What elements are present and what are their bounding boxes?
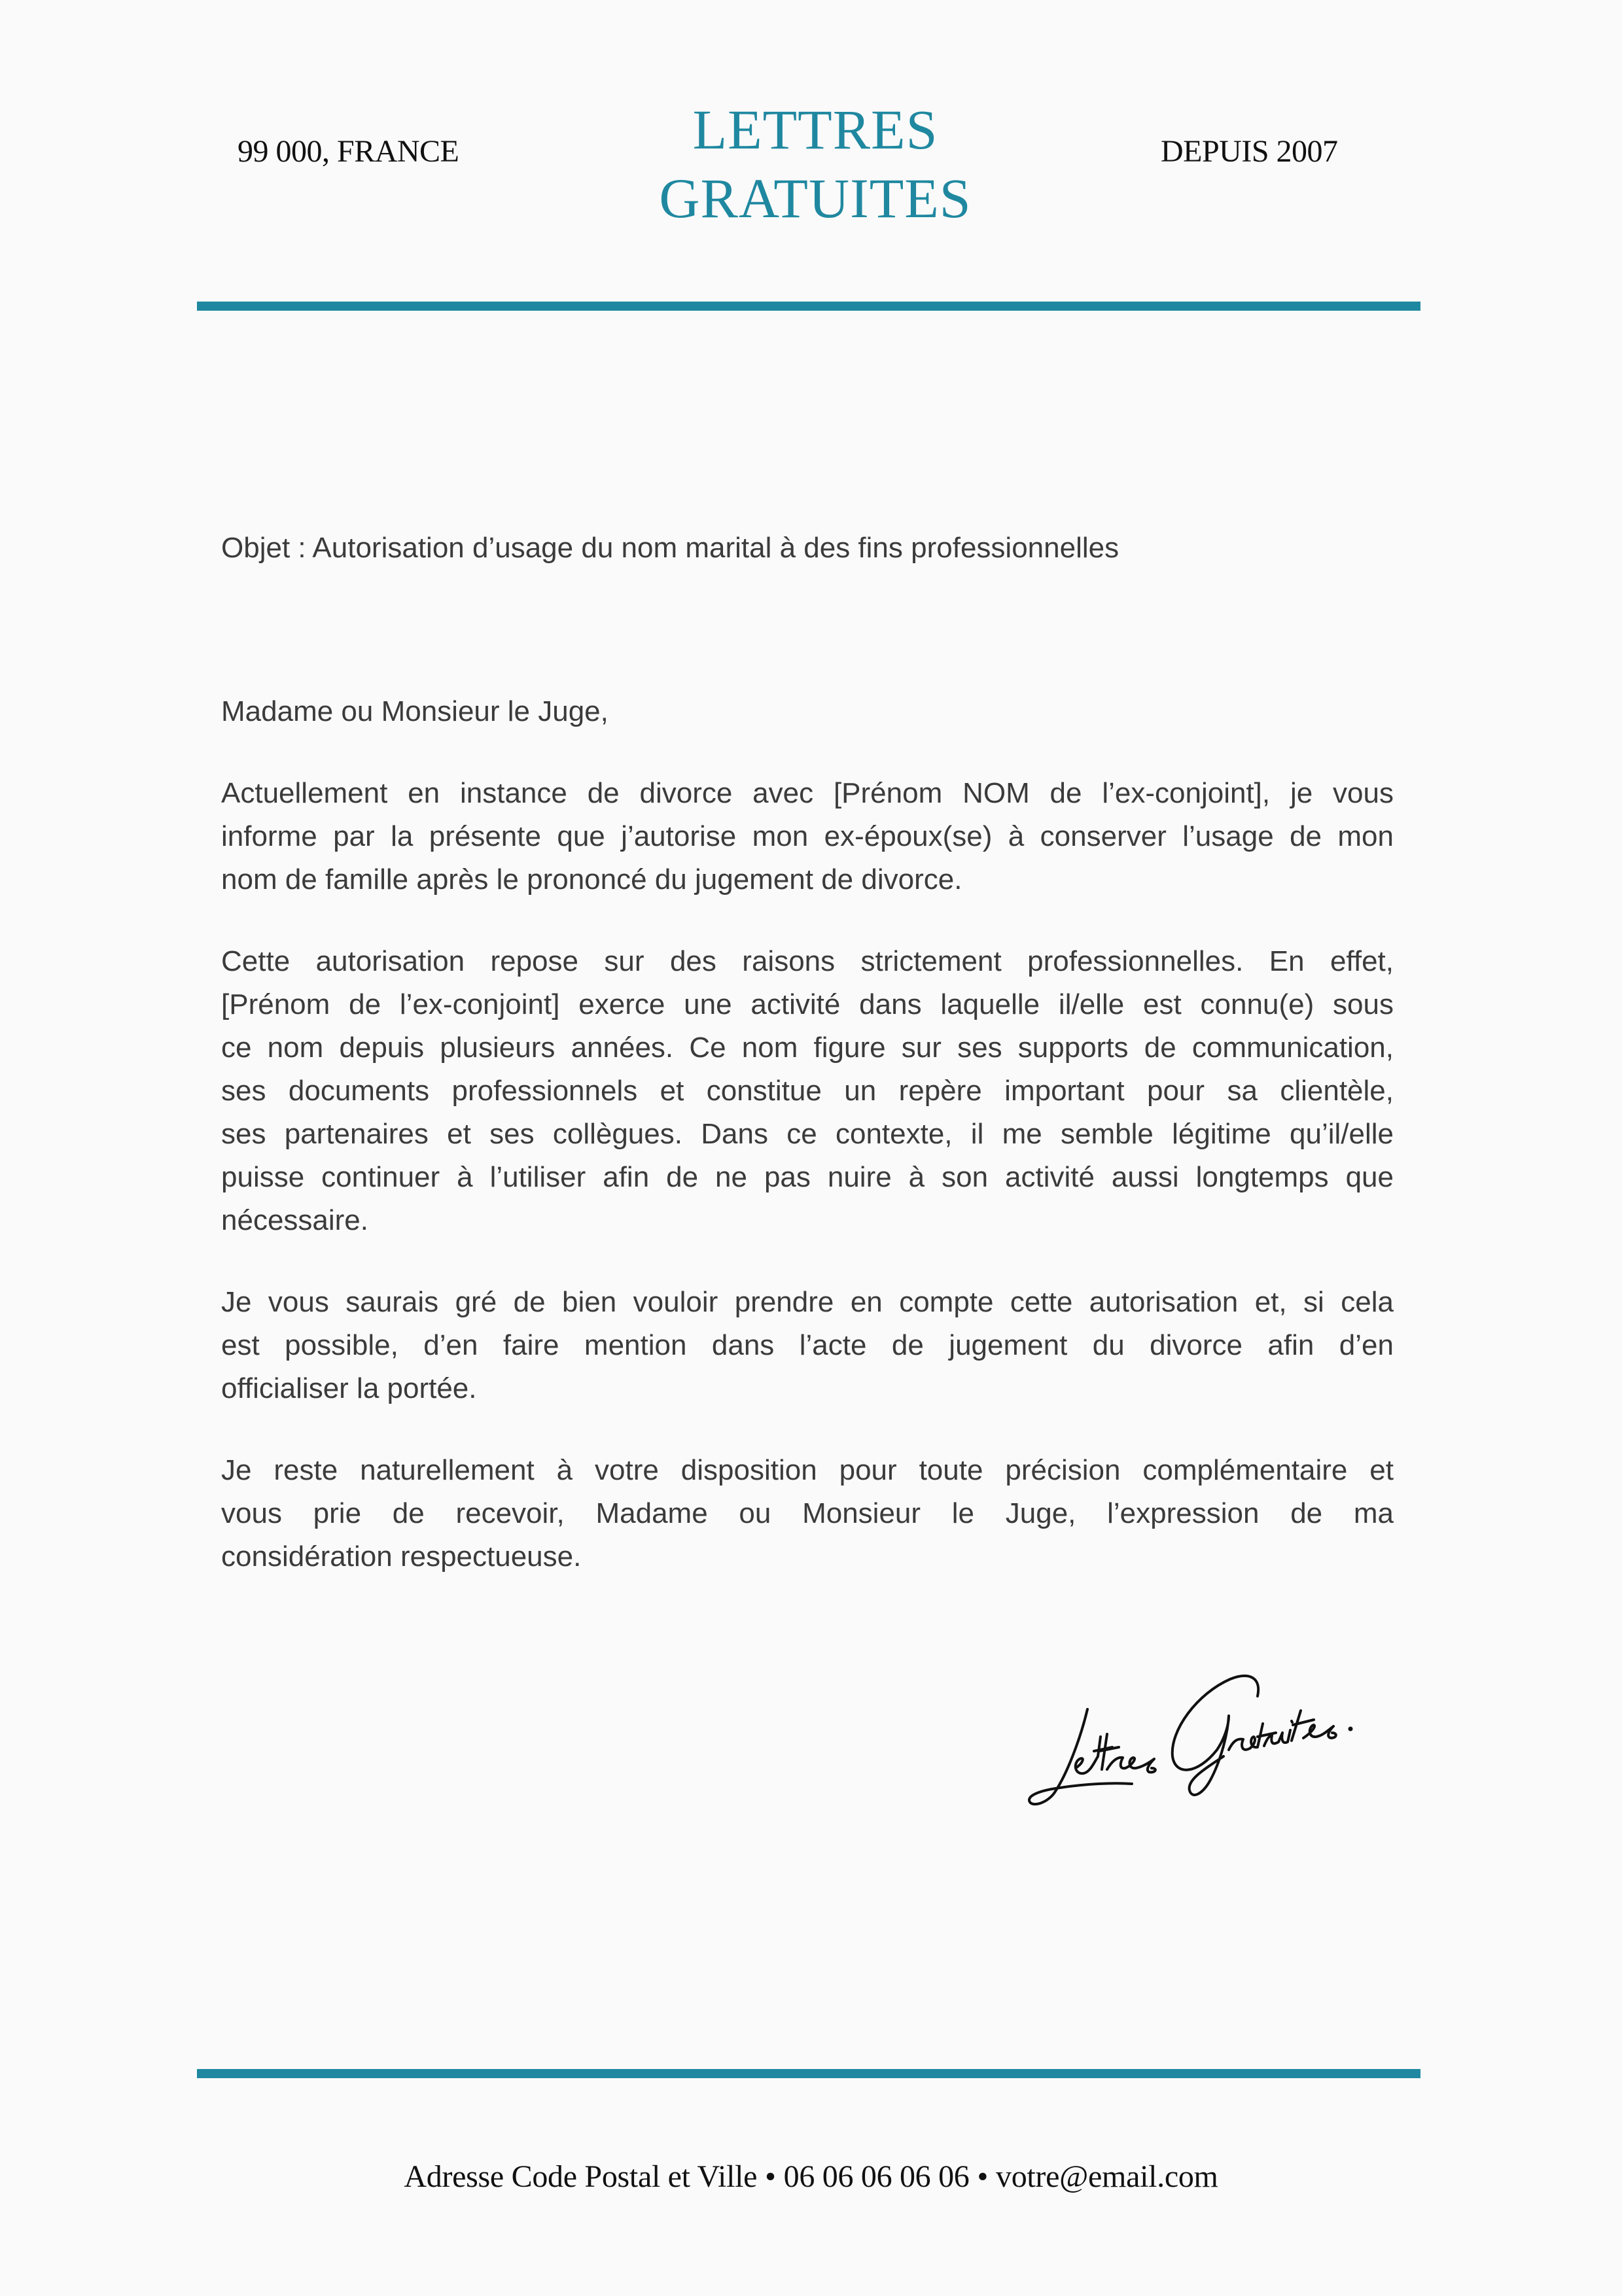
- footer-contact: [0, 2159, 1622, 2195]
- paragraph-1: [221, 772, 1394, 901]
- letter-salutation: Madame ou Monsieur le Juge,: [221, 695, 608, 727]
- letter-subject: Objet : Autorisation d’usage du nom marital à des fins professionnelles: [221, 532, 1120, 564]
- signature-stroke-ratuites: [1229, 1711, 1336, 1750]
- signature-stroke-ettres: [1076, 1734, 1155, 1773]
- letter-body: [221, 527, 1394, 1617]
- paragraph-line: considération respectueuse.: [221, 1540, 582, 1573]
- paragraph-line: ses partenaires et ses collègues. Dans ce contexte, il me semble légitime qu’il/elle: [221, 1118, 1394, 1150]
- brand-logo-title: [589, 96, 1042, 233]
- header-location: 99 000, FRANCE: [238, 134, 459, 169]
- paragraph-line: vous prie de recevoir, Madame ou Monsieur le Juge, l’expression de ma: [221, 1497, 1394, 1529]
- brand-line-1: LETTRES: [692, 98, 938, 161]
- paragraph-line: est possible, d’en faire mention dans l’acte de jugement du divorce afin d’en: [221, 1329, 1394, 1361]
- bullet-separator: •: [765, 2159, 776, 2194]
- handwritten-signature: [1021, 1665, 1400, 1815]
- footer-phone: 06 06 06 06 06: [783, 2159, 970, 2194]
- paragraph-line: [Prénom de l’ex-conjoint] exerce une activité dans laquelle il/elle est connu(e) sous: [221, 988, 1394, 1020]
- paragraph-line: Je vous saurais gré de bien vouloir prendre en compte cette autorisation et, si cela: [221, 1286, 1394, 1318]
- paragraph-2: [221, 940, 1394, 1242]
- footer-email[interactable]: votre@email.com: [996, 2159, 1218, 2194]
- signature-stroke-L: [1029, 1709, 1132, 1804]
- paragraph-line: Cette autorisation repose sur des raisons strictement professionnelles. En effet,: [221, 945, 1394, 977]
- paragraph-line: nom de famille après le prononcé du jugement de divorce.: [221, 863, 962, 896]
- paragraph-line: ses documents professionnels et constitue un repère important pour sa clientèle,: [221, 1075, 1394, 1107]
- footer-address: Adresse Code Postal et Ville: [404, 2159, 758, 2194]
- paragraph-line: Je reste naturellement à votre disposition pour toute précision complémentaire et: [221, 1454, 1394, 1486]
- header-since: DEPUIS 2007: [1161, 134, 1338, 169]
- paragraph-line: officialiser la portée.: [221, 1372, 477, 1404]
- paragraph-3: [221, 1281, 1394, 1410]
- header-divider: [197, 302, 1420, 311]
- brand-line-2: GRATUITES: [659, 167, 972, 230]
- signature-dot: [1349, 1727, 1353, 1731]
- paragraph-4: [221, 1449, 1394, 1578]
- footer-divider: [197, 2069, 1420, 2078]
- paragraph-line: informe par la présente que j’autorise mon ex-époux(se) à conserver l’usage de mon: [221, 820, 1394, 852]
- paragraph-line: nécessaire.: [221, 1204, 369, 1236]
- paragraph-line: ce nom depuis plusieurs années. Ce nom figure sur ses supports de communication,: [221, 1032, 1394, 1064]
- paragraph-line: puisse continuer à l’utiliser afin de ne pas nuire à son activité aussi longtemps que: [221, 1161, 1394, 1193]
- bullet-separator: •: [977, 2159, 988, 2194]
- signature-stroke-G: [1172, 1676, 1258, 1795]
- paragraph-line: Actuellement en instance de divorce avec [Prénom NOM de l’ex-conjoint], je vous: [221, 777, 1394, 809]
